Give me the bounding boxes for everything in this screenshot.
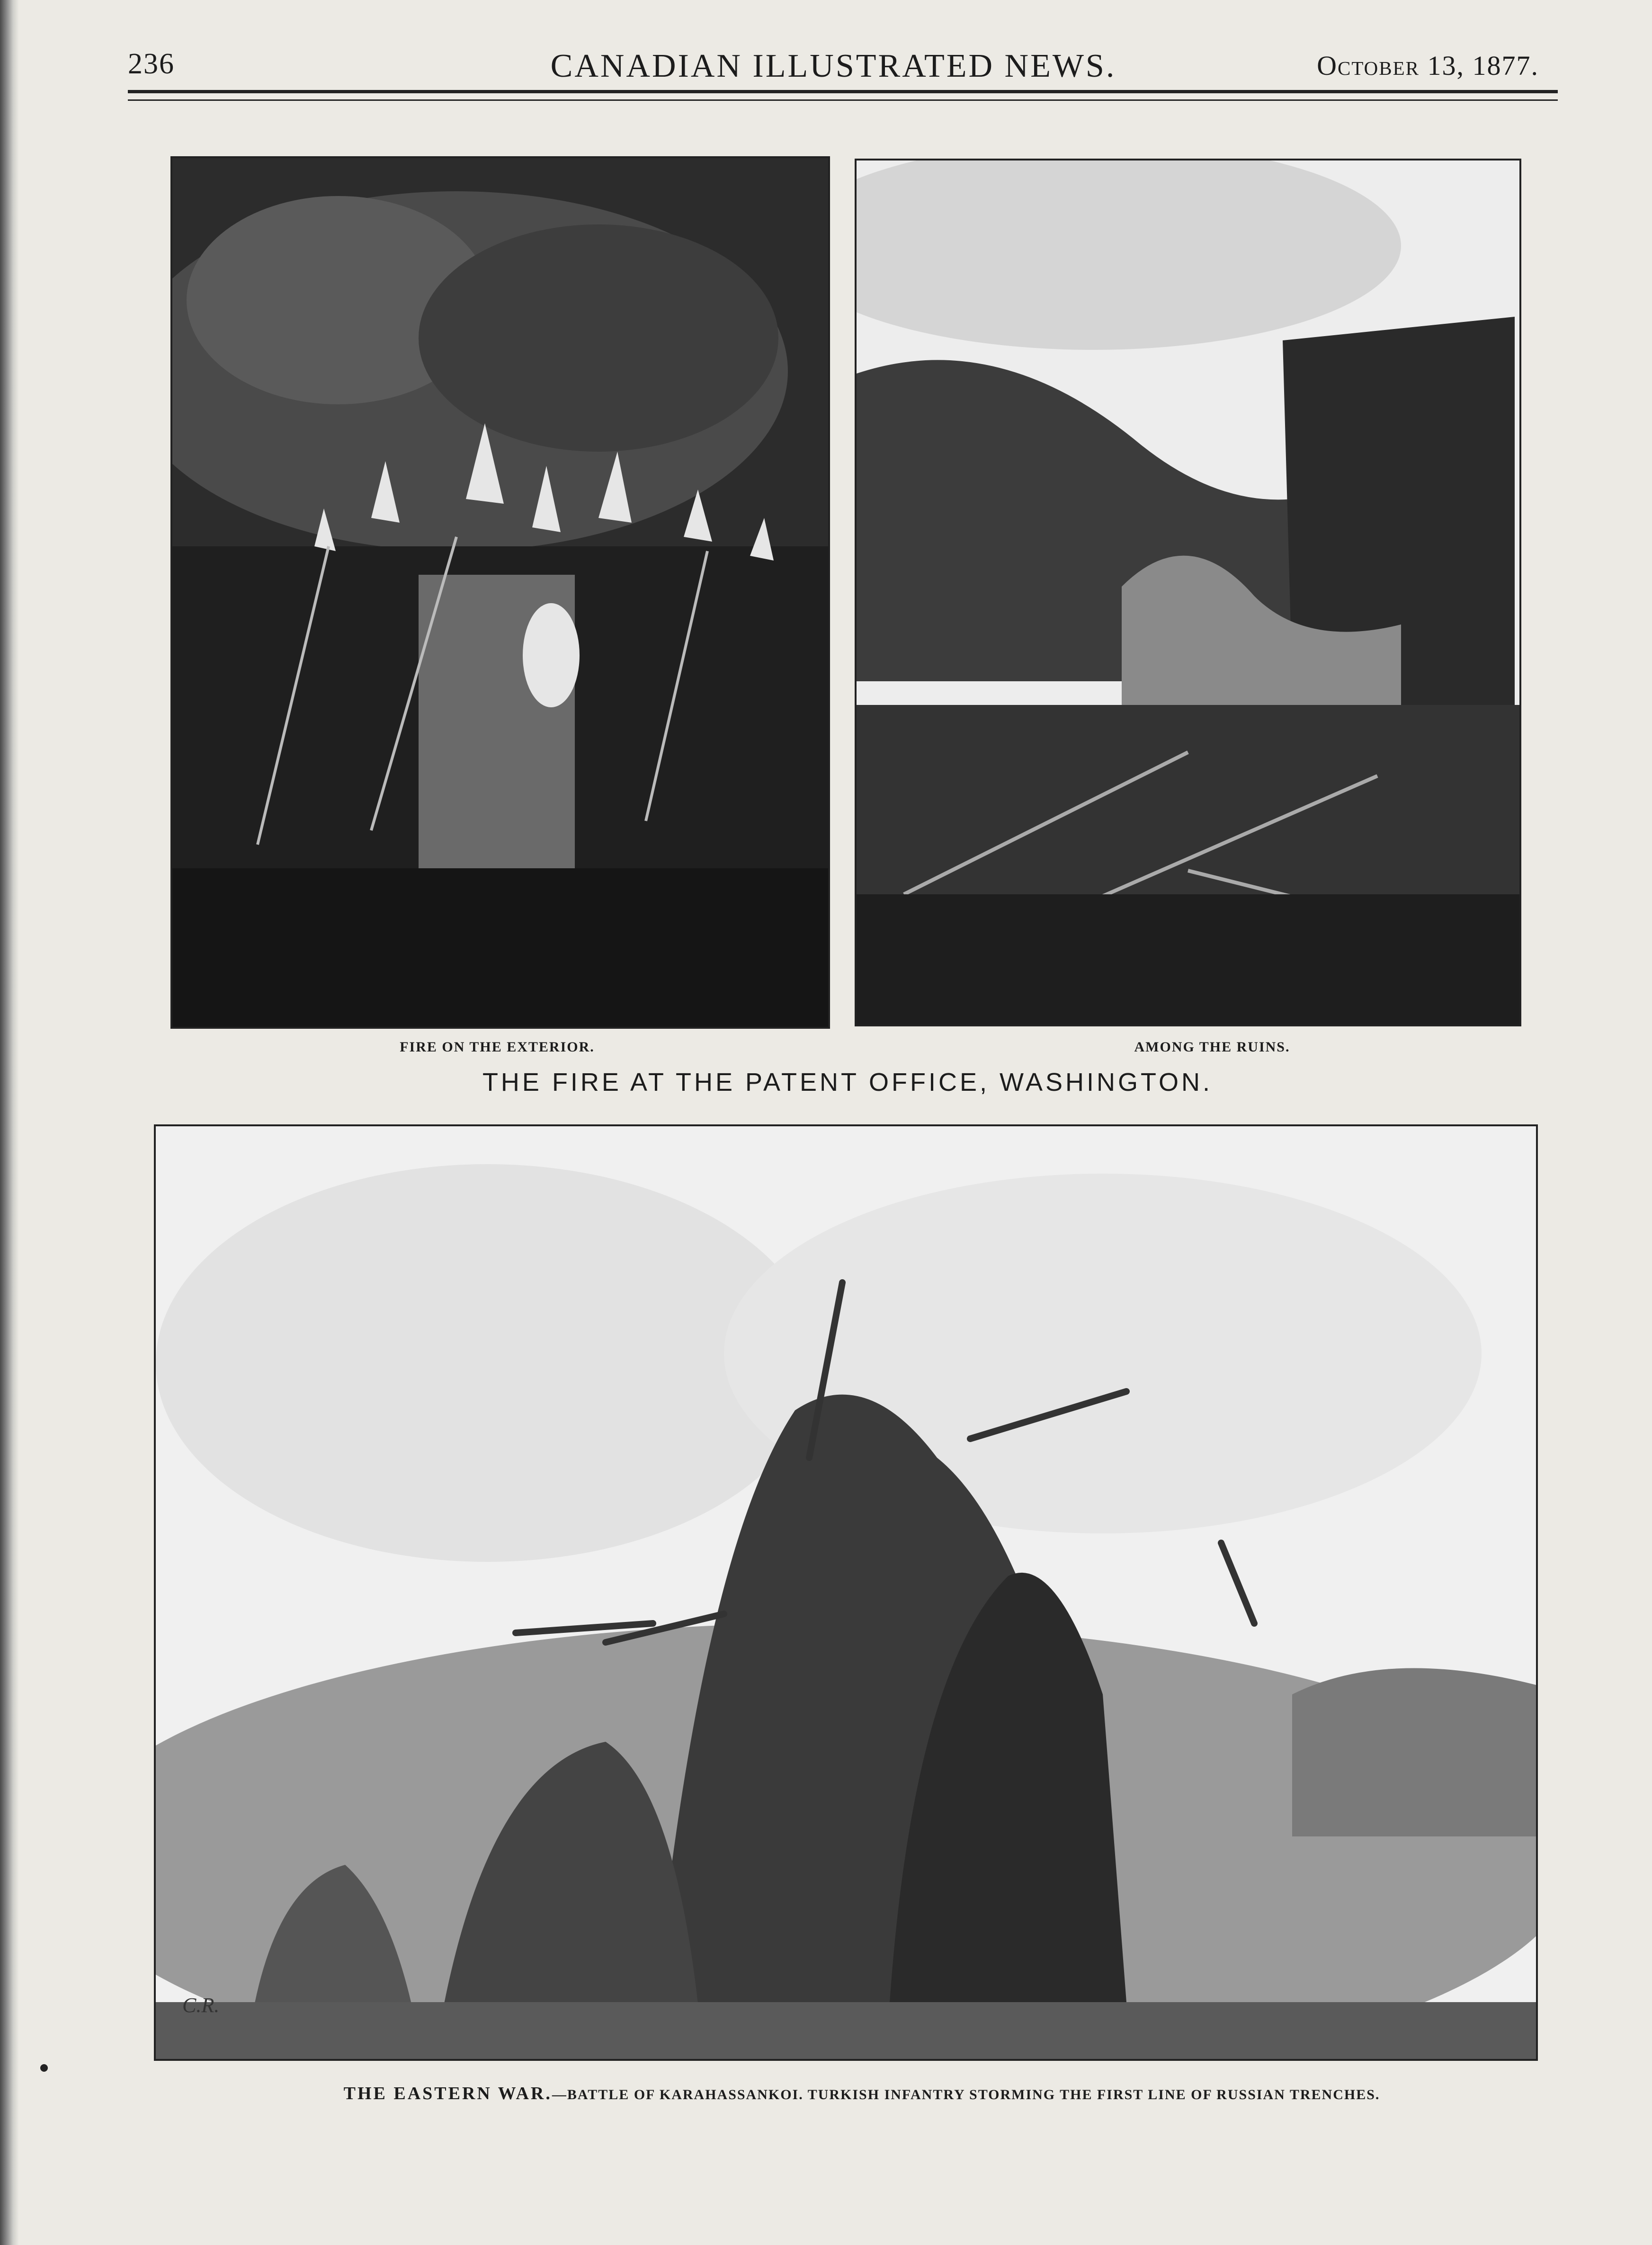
masthead: CANADIAN ILLUSTRATED NEWS. [550,48,1116,84]
battle-caption-lead: THE EASTERN WAR. [343,2084,552,2103]
page-number: 236 [128,48,175,80]
book-spine-shadow [0,0,19,2245]
margin-ink-dot [40,2064,48,2072]
engraving-among-ruins [855,159,1521,1026]
engraver-signature-mark: C.R. [182,1994,220,2017]
battle-caption [152,2083,1572,2104]
header-rule-thin [128,99,1558,101]
engraving-battle-karahassankoi [154,1124,1538,2061]
header-rule-thick [128,90,1558,93]
issue-date: October 13, 1877. [1317,50,1539,81]
engraving-fire-exterior [170,156,830,1029]
caption-among-ruins: AMONG THE RUINS. [1134,1039,1290,1055]
caption-fire-exterior: FIRE ON THE EXTERIOR. [400,1039,595,1055]
battle-caption-rest: —BATTLE OF KARAHASSANKOI. TURKISH INFANTRY STORMING THE FIRST LINE OF RUSSIAN TRENCHES. [552,2087,1380,2102]
plate-group-title: THE FIRE AT THE PATENT OFFICE, WASHINGTON. [482,1068,1213,1096]
